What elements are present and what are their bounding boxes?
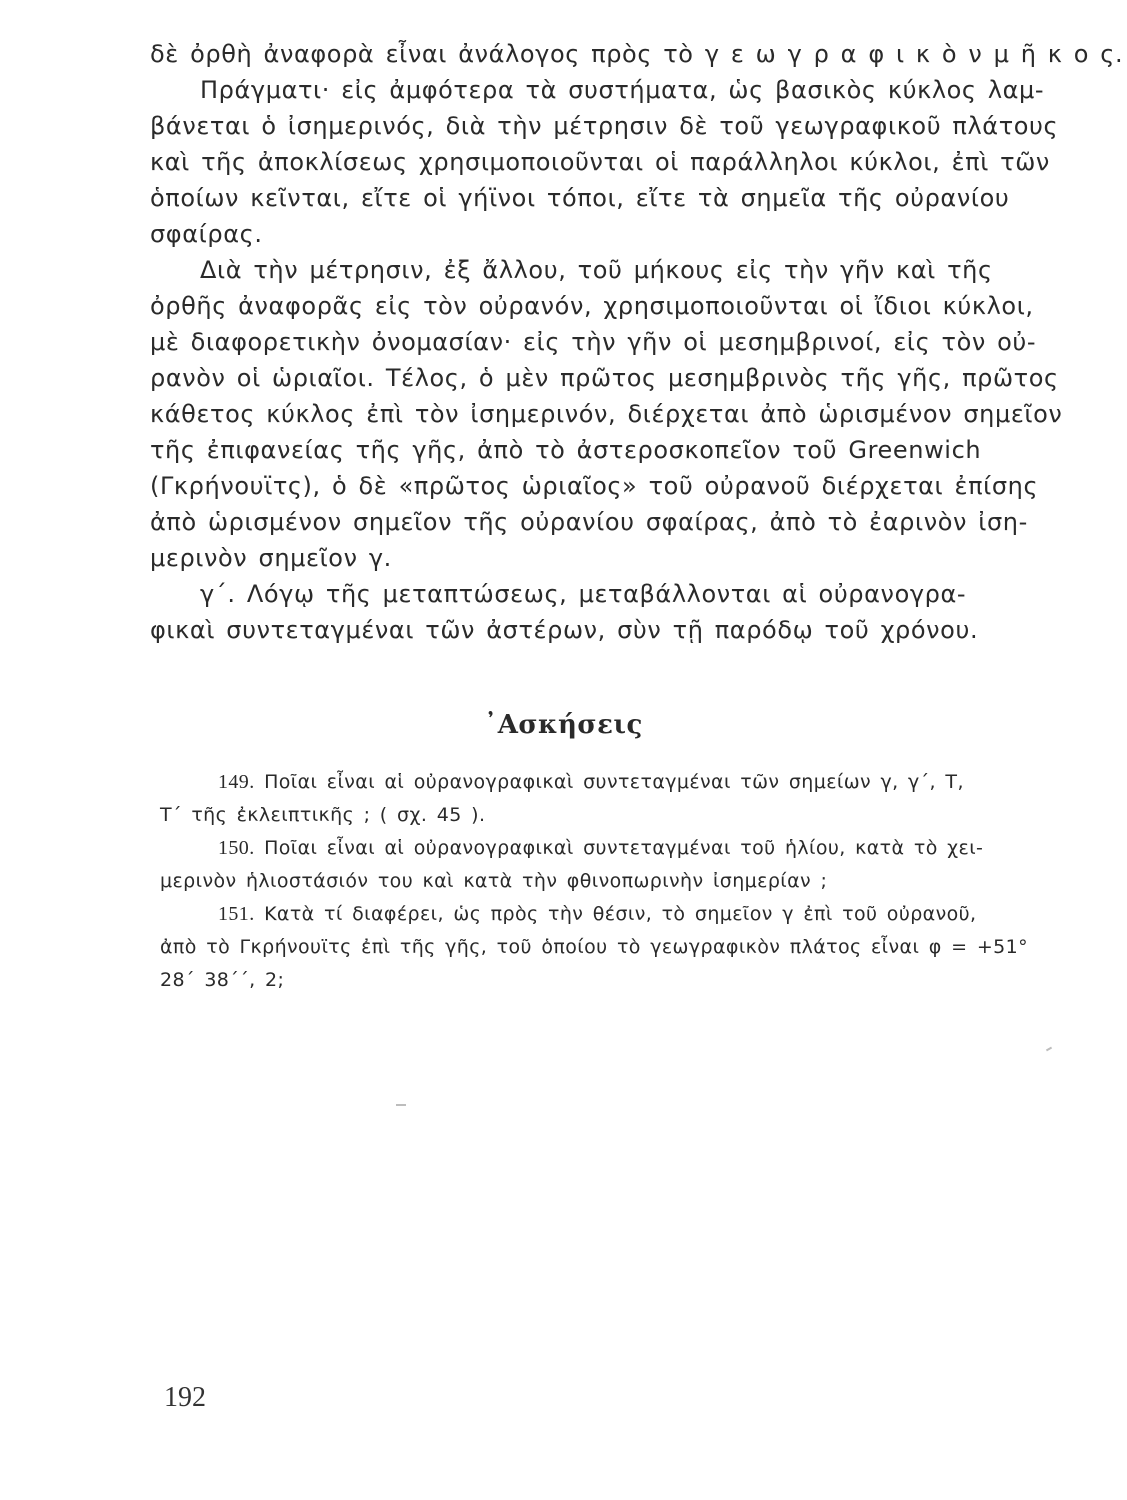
exercise-continuation: ἀπὸ τὸ Γκρήνουϊτς ἐπὶ τῆς γῆς, τοῦ ὁποίου τὸ γεωγραφικὸν πλάτος εἶναι φ = +51° [160,936,1029,958]
exercise-text: Ποῖαι εἶναι αἱ οὐρανογραφικαὶ συντεταγμέναι τοῦ ἡλίου, κατὰ τὸ χει- [264,837,984,859]
text-line: (Γκρήνουϊτς), ὁ δὲ «πρῶτος ὡριαῖος» τοῦ οὐρανοῦ διέρχεται ἐπίσης [150,472,1039,500]
text-line: σφαίρας. [150,220,263,248]
text-line: Διὰ τὴν μέτρησιν, ἐξ ἄλλου, τοῦ μήκους εἰς τὴν γῆν καὶ τῆς [200,256,993,284]
section-heading: ᾿Ασκήσεις [484,710,643,740]
text-line: ρανὸν οἱ ὡριαῖοι. Τέλος, ὁ μὲν πρῶτος μεσημβρινὸς τῆς γῆς, πρῶτος [150,364,1059,392]
text-line: καὶ τῆς ἀποκλίσεως χρησιμοποιοῦνται οἱ παράλληλοι κύκλοι, ἐπὶ τῶν [150,148,1050,176]
text-line: Πράγματι· εἰς ἀμφότερα τὰ συστήματα, ὡς βασικὸς κύκλος λαμ- [200,76,1045,104]
text-line: ὁποίων κεῖνται, εἴτε οἱ γήϊνοι τόποι, εἴτε τὰ σημεῖα τῆς οὐρανίου [150,184,1010,212]
exercise-continuation: 28΄ 38΄΄, 2; [160,969,285,991]
text-line: τῆς ἐπιφανείας τῆς γῆς, ἀπὸ τὸ ἀστεροσκοπεῖον τοῦ Greenwich [150,436,982,464]
scan-speck [396,1104,406,1106]
text-line: μὲ διαφορετικὴν ὀνομασίαν· εἰς τὴν γῆν οἱ μεσημβρινοί, εἰς τὸν οὐ- [150,328,1037,356]
exercise-number: 149. [218,771,255,793]
page-number: 192 [164,1382,206,1413]
exercise-number: 151. [218,903,255,925]
text-line: φικαὶ συντεταγμέναι τῶν ἀστέρων, σὺν τῇ παρόδῳ τοῦ χρόνου. [150,616,979,644]
text-line: γ΄. Λόγῳ τῆς μεταπτώσεως, μεταβάλλονται αἱ οὐρανογρα- [200,580,967,608]
exercise-number: 150. [218,837,255,859]
scan-speck [1046,1047,1052,1052]
exercise-text: Κατὰ τί διαφέρει, ὡς πρὸς τὴν θέσιν, τὸ σημεῖον γ ἐπὶ τοῦ οὐρανοῦ, [264,903,977,925]
exercises-list [160,766,1040,997]
text-line: ἀπὸ ὡρισμένον σημεῖον τῆς οὐρανίου σφαίρας, ἀπὸ τὸ ἐαρινὸν ἰση- [150,508,1028,536]
text-line: ὀρθῆς ἀναφορᾶς εἰς τὸν οὐρανόν, χρησιμοποιοῦνται οἱ ἴδιοι κύκλοι, [150,292,1034,320]
text-line: βάνεται ὁ ἰσημερινός, διὰ τὴν μέτρησιν δὲ τοῦ γεωγραφικοῦ πλάτους [150,112,1059,140]
text-line: κάθετος κύκλος ἐπὶ τὸν ἰσημερινόν, διέρχεται ἀπὸ ὡρισμένον σημεῖον [150,400,1063,428]
text-line: δὲ ὀρθὴ ἀναφορὰ εἶναι ἀνάλογος πρὸς τὸ γ ε ω γ ρ α φ ι κ ὸ ν μ ῆ κ ο ς. [150,40,1124,68]
exercise-continuation: μερινὸν ἡλιοστάσιόν του καὶ κατὰ τὴν φθινοπωρινὴν ἰσημερίαν ; [160,870,828,892]
exercise-item [160,832,1040,865]
main-text [150,36,1124,648]
exercise-item [160,766,1040,799]
exercise-text: Ποῖαι εἶναι αἱ οὐρανογραφικαὶ συντεταγμέναι τῶν σημείων γ, γ΄, Τ, [264,771,964,793]
exercise-continuation: Τ΄ τῆς ἐκλειπτικῆς ; ( σχ. 45 ). [160,804,486,826]
exercise-item [160,898,1040,931]
text-line: μερινὸν σημεῖον γ. [150,544,392,572]
